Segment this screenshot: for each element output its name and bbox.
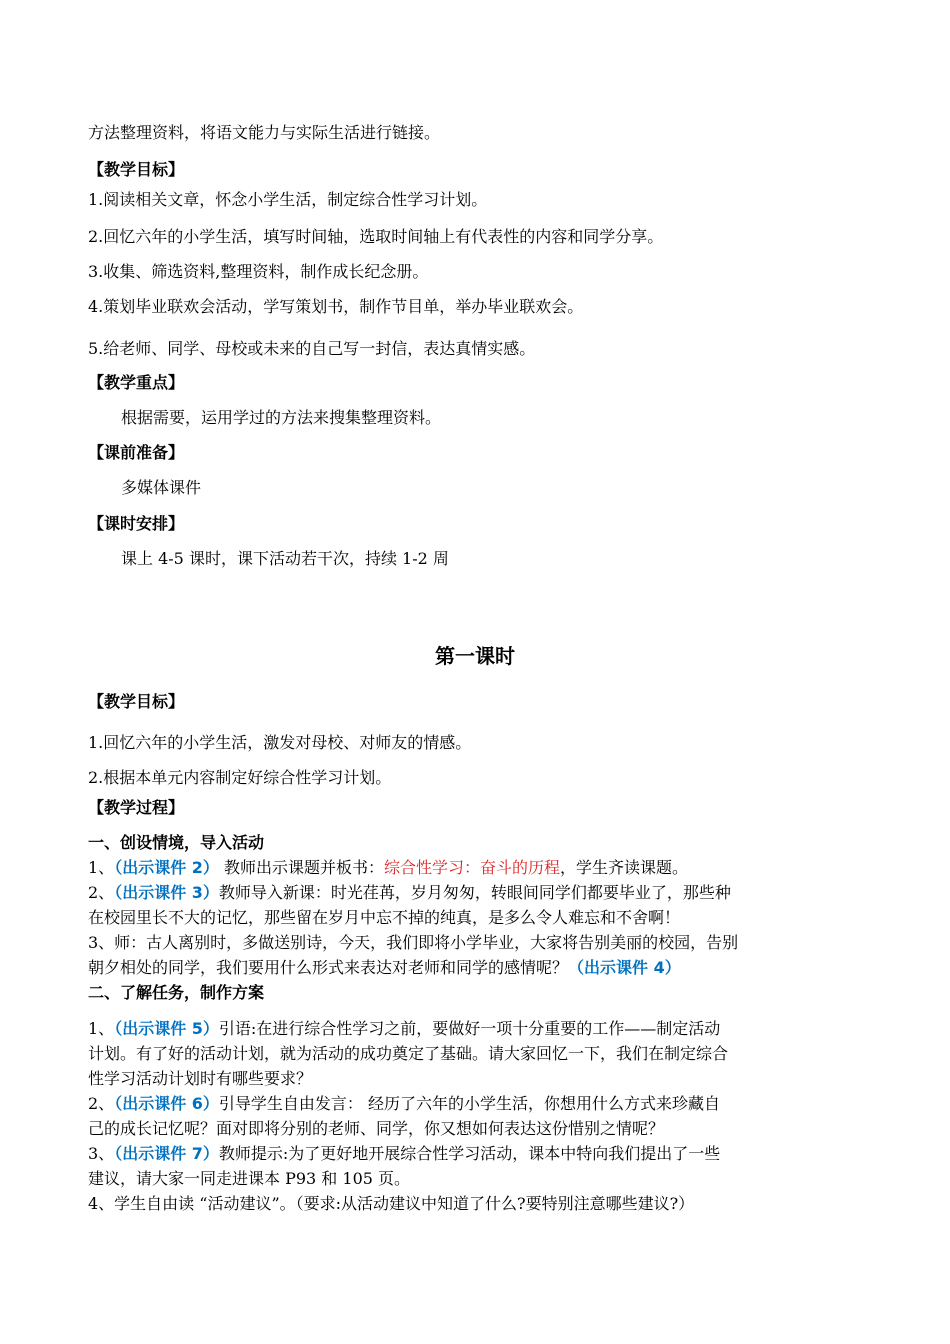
step-number: 1、 xyxy=(88,858,115,877)
step-text: 性学习活动计划时有哪些要求？ xyxy=(88,1069,313,1088)
lesson-topic-highlight: 综合性学习：奋斗的历程 xyxy=(384,858,561,877)
step-number: 3、 xyxy=(88,1144,115,1163)
step-text: 教师导入新课：时光荏苒，岁月匆匆，转眼间同学们都要毕业了，那些种 xyxy=(218,883,731,902)
step-number: 2、 xyxy=(88,883,115,902)
prep-heading: 【课前准备】 xyxy=(88,443,185,462)
lesson-goals-heading: 【教学目标】 xyxy=(88,692,185,711)
courseware-tag: （出示课件 6） xyxy=(114,1094,219,1113)
step-number: 1、 xyxy=(88,1019,115,1038)
step-text: 己的成长记忆呢？面对即将分别的老师、同学，你又想如何表达这份惜别之情呢？ xyxy=(88,1119,665,1138)
section2-heading: 二、了解任务，制作方案 xyxy=(88,983,265,1002)
unit-goal-item: 4.策划毕业联欢会活动，学写策划书，制作节目单，举办毕业联欢会。 xyxy=(88,297,584,316)
step-text: 3、师：古人离别时，多做送别诗，今天，我们即将小学毕业，大家将告别美丽的校园，告别 xyxy=(88,933,739,952)
lesson-goal-item: 1.回忆六年的小学生活，激发对母校、对师友的情感。 xyxy=(88,733,472,752)
step-item xyxy=(88,958,868,978)
step-item xyxy=(88,1144,868,1164)
focus-text: 根据需要，运用学过的方法来搜集整理资料。 xyxy=(121,408,442,427)
step-text: 引导学生自由发言： 经历了六年的小学生活，你想用什么方式来珍藏自 xyxy=(218,1094,720,1113)
step-text: 在校园里长不大的记忆，那些留在岁月中忘不掉的纯真，是多么令人难忘和不舍啊！ xyxy=(88,908,681,927)
intro-continuation: 方法整理资料，将语文能力与实际生活进行链接。 xyxy=(88,123,441,142)
step-item xyxy=(88,1094,868,1114)
lesson-goal-item: 2.根据本单元内容制定好综合性学习计划。 xyxy=(88,768,392,787)
unit-goal-item: 5.给老师、同学、母校或未来的自己写一封信，表达真情实感。 xyxy=(88,339,536,358)
step-text: 计划。有了好的活动计划，就为活动的成功奠定了基础。请大家回忆一下，我们在制定综合 xyxy=(88,1044,729,1063)
courseware-tag: （出示课件 5） xyxy=(114,1019,219,1038)
step-text: ，学生齐读课题。 xyxy=(560,858,689,877)
prep-text: 多媒体课件 xyxy=(121,478,202,497)
step-text: 朝夕相处的同学，我们要用什么形式来表达对老师和同学的感情呢？ xyxy=(88,958,569,977)
step-item xyxy=(88,883,868,903)
focus-heading: 【教学重点】 xyxy=(88,373,185,392)
section1-heading: 一、创设情境，导入活动 xyxy=(88,833,265,852)
step-text: 建议，请大家一同走进课本 P93 和 105 页。 xyxy=(88,1169,411,1188)
courseware-tag: （出示课件 2） xyxy=(114,858,219,877)
courseware-tag: （出示课件 4） xyxy=(568,958,681,977)
courseware-tag: （出示课件 7） xyxy=(114,1144,219,1163)
unit-goal-item: 2.回忆六年的小学生活，填写时间轴，选取时间轴上有代表性的内容和同学分享。 xyxy=(88,227,664,246)
step-text: 引语:在进行综合性学习之前，要做好一项十分重要的工作——制定活动 xyxy=(218,1019,721,1038)
step-text: 4、学生自由读 “活动建议”。（要求:从活动建议中知道了什么?要特别注意哪些建议?） xyxy=(88,1194,695,1213)
schedule-heading: 【课时安排】 xyxy=(88,514,185,533)
process-heading: 【教学过程】 xyxy=(88,798,185,817)
step-text: 教师出示课题并板书： xyxy=(218,858,384,877)
step-text: 教师提示:为了更好地开展综合性学习活动，课本中特向我们提出了一些 xyxy=(218,1144,721,1163)
step-item xyxy=(88,1019,868,1039)
unit-goals-heading: 【教学目标】 xyxy=(88,160,185,179)
step-number: 2、 xyxy=(88,1094,115,1113)
courseware-tag: （出示课件 3） xyxy=(114,883,219,902)
step-item xyxy=(88,858,868,878)
unit-goal-item: 3.收集、筛选资料,整理资料，制作成长纪念册。 xyxy=(88,262,429,281)
unit-goal-item: 1.阅读相关文章，怀念小学生活，制定综合性学习计划。 xyxy=(88,190,488,209)
lesson-title: 第一课时 xyxy=(435,644,515,668)
schedule-text: 课上 4-5 课时，课下活动若干次，持续 1-2 周 xyxy=(121,549,449,568)
